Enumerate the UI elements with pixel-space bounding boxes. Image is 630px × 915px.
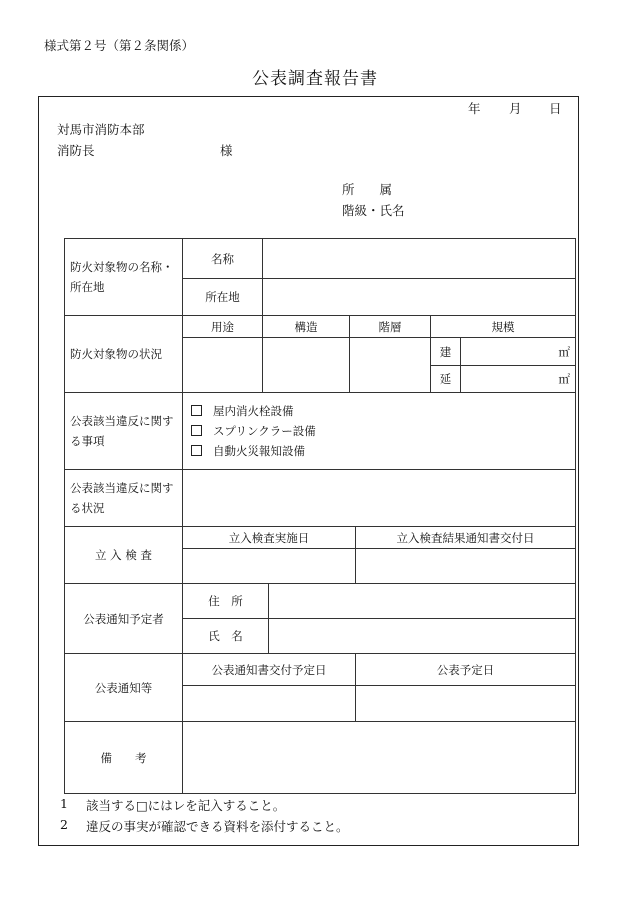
date-day: 日 [549, 101, 562, 116]
date-month: 月 [509, 101, 522, 116]
floor-area-label: 延 [439, 372, 452, 386]
notice-date-header [183, 654, 356, 686]
notice-label-cell [65, 654, 183, 722]
person-name-field[interactable] [269, 619, 576, 654]
notice-date-field[interactable] [183, 686, 356, 722]
recipient-position: 消防長 [57, 143, 95, 158]
use-header [183, 316, 263, 338]
floor-area-label-cell [431, 366, 461, 393]
checkbox-icon[interactable] [191, 425, 202, 436]
violation-status-field[interactable] [183, 470, 576, 527]
target-name-label-cell [65, 239, 183, 316]
target-name-label: 防火対象物の名称・所在地 [70, 260, 174, 294]
name-label-cell [183, 239, 263, 279]
address-label-cell [183, 584, 269, 619]
inspection-result-field[interactable] [356, 549, 576, 584]
person-name-label: 氏 名 [208, 629, 243, 643]
date-year: 年 [468, 101, 481, 116]
violation-status-label: 公表該当違反に関する状況 [70, 481, 174, 515]
checkbox-option[interactable] [191, 401, 570, 421]
violation-status-label-cell [65, 470, 183, 527]
floors-header [350, 316, 431, 338]
status-label: 防火対象物の状況 [70, 347, 162, 361]
table-row [65, 393, 576, 470]
document-title: 公表調査報告書 [252, 69, 378, 89]
remarks-label-cell [65, 722, 183, 794]
structure-header [263, 316, 350, 338]
inspection-result-label: 立入検査結果通知書交付日 [396, 530, 535, 545]
checkbox-icon[interactable] [191, 405, 202, 416]
table-row [65, 527, 576, 549]
table-row [65, 722, 576, 794]
structure-field[interactable] [263, 338, 350, 393]
use-label: 用途 [211, 319, 234, 334]
notice-label: 公表通知等 [94, 680, 153, 695]
location-label-cell [183, 279, 263, 316]
option-label: スプリンクラー設備 [213, 424, 316, 438]
form-number: 様式第２号（第２条関係） [44, 38, 195, 53]
use-field[interactable] [183, 338, 263, 393]
violation-items-label: 公表該当違反に関する事項 [70, 414, 174, 448]
reporter-rank-name: 階級・氏名 [342, 203, 405, 218]
floors-field[interactable] [350, 338, 431, 393]
building-area-field[interactable] [461, 338, 576, 366]
reporter-affiliation: 所 属 [342, 182, 393, 197]
inspection-date-header [183, 527, 356, 549]
floors-label: 階層 [378, 319, 402, 334]
note-1-text: 該当する□にはレを記入すること。 [86, 798, 286, 813]
table-row [65, 239, 576, 279]
building-label: 建 [439, 344, 452, 359]
recipient-org: 対馬市消防本部 [57, 122, 145, 137]
checkbox-icon[interactable] [191, 445, 202, 456]
table-row [65, 654, 576, 686]
table-row [65, 584, 576, 619]
checkbox-option[interactable] [191, 421, 570, 441]
violation-options-cell [183, 393, 576, 470]
note-2-text: 違反の事実が確認できる資料を添付すること。 [86, 819, 349, 834]
notice-person-label: 公表通知予定者 [83, 611, 164, 626]
remarks-field[interactable] [183, 722, 576, 794]
notice-date-label: 公表通知書交付予定日 [211, 662, 327, 677]
location-field[interactable] [263, 279, 576, 316]
location-label: 所在地 [205, 290, 240, 304]
unit-label: ㎡ [558, 372, 571, 386]
inspection-date-label: 立入検査実施日 [228, 530, 310, 545]
note-1-number: 1 [60, 796, 68, 811]
checkbox-option[interactable] [191, 441, 570, 461]
table-row [65, 470, 576, 527]
report-table [64, 238, 576, 794]
address-field[interactable] [269, 584, 576, 619]
inspection-label: 立 入 検 査 [95, 548, 152, 562]
name-label: 名称 [211, 251, 234, 266]
scale-header [431, 316, 576, 338]
name-field[interactable] [263, 239, 576, 279]
publish-date-field[interactable] [356, 686, 576, 722]
note-2-number: 2 [60, 817, 68, 832]
inspection-label-cell [65, 527, 183, 584]
unit-label: ㎡ [558, 344, 571, 359]
address-label: 住 所 [208, 594, 243, 608]
recipient-honorific: 様 [220, 143, 233, 158]
publish-date-label: 公表予定日 [436, 662, 495, 677]
violation-items-label-cell [65, 393, 183, 470]
inspection-date-field[interactable] [183, 549, 356, 584]
status-label-cell [65, 316, 183, 393]
option-label: 屋内消火栓設備 [213, 404, 294, 418]
floor-area-field[interactable] [461, 366, 576, 393]
notice-person-label-cell [65, 584, 183, 654]
structure-label: 構造 [294, 319, 318, 334]
person-name-label-cell [183, 619, 269, 654]
remarks-label: 備 考 [100, 750, 147, 765]
scale-label: 規模 [491, 319, 515, 334]
building-label-cell [431, 338, 461, 366]
inspection-result-header [356, 527, 576, 549]
publish-date-header [356, 654, 576, 686]
option-label: 自動火災報知設備 [213, 444, 305, 458]
table-row [65, 316, 576, 338]
